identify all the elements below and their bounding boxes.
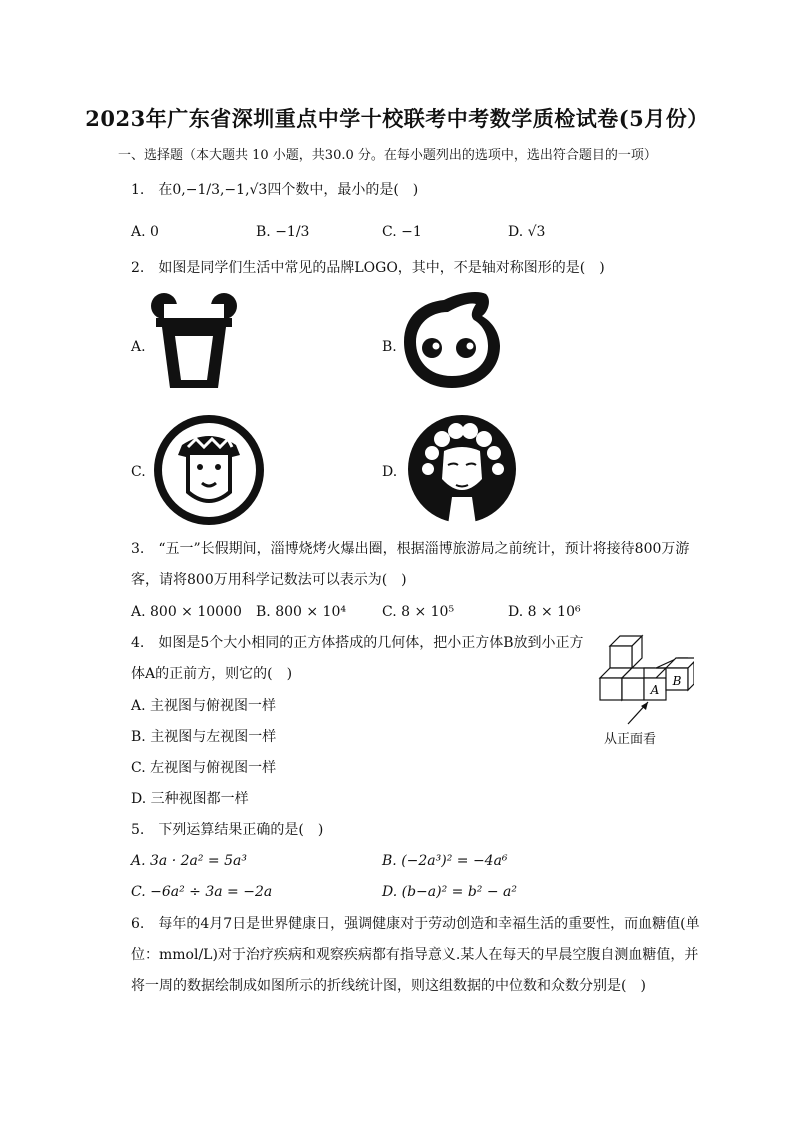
q4-option-c: C. 左视图与俯视图一样	[131, 760, 277, 776]
q1-option-d: D. √3	[508, 224, 546, 240]
q2-option-c: C.	[131, 464, 146, 480]
q2-option-b: B.	[382, 339, 397, 355]
q6-line2: 位：mmol/L)对于治疗疾病和观察疾病都有指导意义.某人在每天的早晨空腹自测血糖值，并	[131, 947, 699, 963]
q3-option-b: B. 800 × 10⁴	[256, 604, 346, 620]
q2-option-d: D.	[382, 464, 398, 480]
logo-cup-icon	[150, 290, 238, 390]
q3-line2: 客，请将800万用科学记数法可以表示为( )	[131, 572, 407, 588]
q4-option-b: B. 主视图与左视图一样	[131, 729, 277, 745]
q4-option-a: A. 主视图与俯视图一样	[131, 698, 277, 714]
cube-label-b: B	[672, 674, 682, 688]
q4-line1: 4. 如图是5个大小相同的正方体搭成的几何体，把小正方体B放到小正方	[131, 635, 584, 651]
q4-line2: 体A的正前方，则它的( )	[131, 666, 293, 682]
q5-option-a: A. 3a · 2a² = 5a³	[131, 853, 247, 869]
q1-option-a: A. 0	[131, 224, 159, 240]
q5-option-b: B. (−2a³)² = −4a⁶	[382, 853, 508, 869]
q5-option-d: D. (b−a)² = b² − a²	[382, 884, 517, 900]
view-arrow-icon	[624, 698, 654, 728]
q6-line3: 将一周的数据绘制成如图所示的折线统计图，则这组数据的中位数和众数分别是( )	[131, 978, 646, 994]
q3-option-c: C. 8 × 10⁵	[382, 604, 455, 620]
cube-label-a: A	[650, 683, 660, 697]
q3-line1: 3. “五一”长假期间，淄博烧烤火爆出圈，根据淄博旅游局之前统计，预计将接待800万游	[131, 541, 690, 557]
q2-option-a: A.	[131, 339, 146, 355]
section-heading: 一、选择题（本大题共 10 小题，共30.0 分。在每小题列出的选项中，选出符合题目的一项）	[118, 148, 657, 163]
q1-option-b: B. −1/3	[256, 224, 310, 240]
q6-line1: 6. 每年的4月7日是世界健康日，强调健康对于劳动创造和幸福生活的重要性，而血糖值(单	[131, 916, 700, 932]
q1-stem: 1. 在0,−1/3,−1,√3四个数中，最小的是( )	[131, 182, 419, 198]
q2-stem: 2. 如图是同学们生活中常见的品牌LOGO，其中，不是轴对称图形的是( )	[131, 260, 605, 276]
logo-drop-icon	[400, 288, 504, 392]
q5-option-c: C. −6a² ÷ 3a = −2a	[131, 884, 273, 900]
q3-option-a: A. 800 × 10000	[131, 604, 242, 620]
q5-stem: 5. 下列运算结果正确的是( )	[131, 822, 324, 838]
q4-option-d: D. 三种视图都一样	[131, 791, 249, 807]
cube-caption: 从正面看	[604, 732, 657, 747]
logo-cow-icon	[152, 413, 266, 527]
page-title: 2023年广东省深圳重点中学十校联考中考数学质检试卷(5月份）	[85, 106, 709, 131]
q1-option-c: C. −1	[382, 224, 422, 240]
logo-opera-icon	[404, 413, 520, 525]
q3-option-d: D. 8 × 10⁶	[508, 604, 581, 620]
